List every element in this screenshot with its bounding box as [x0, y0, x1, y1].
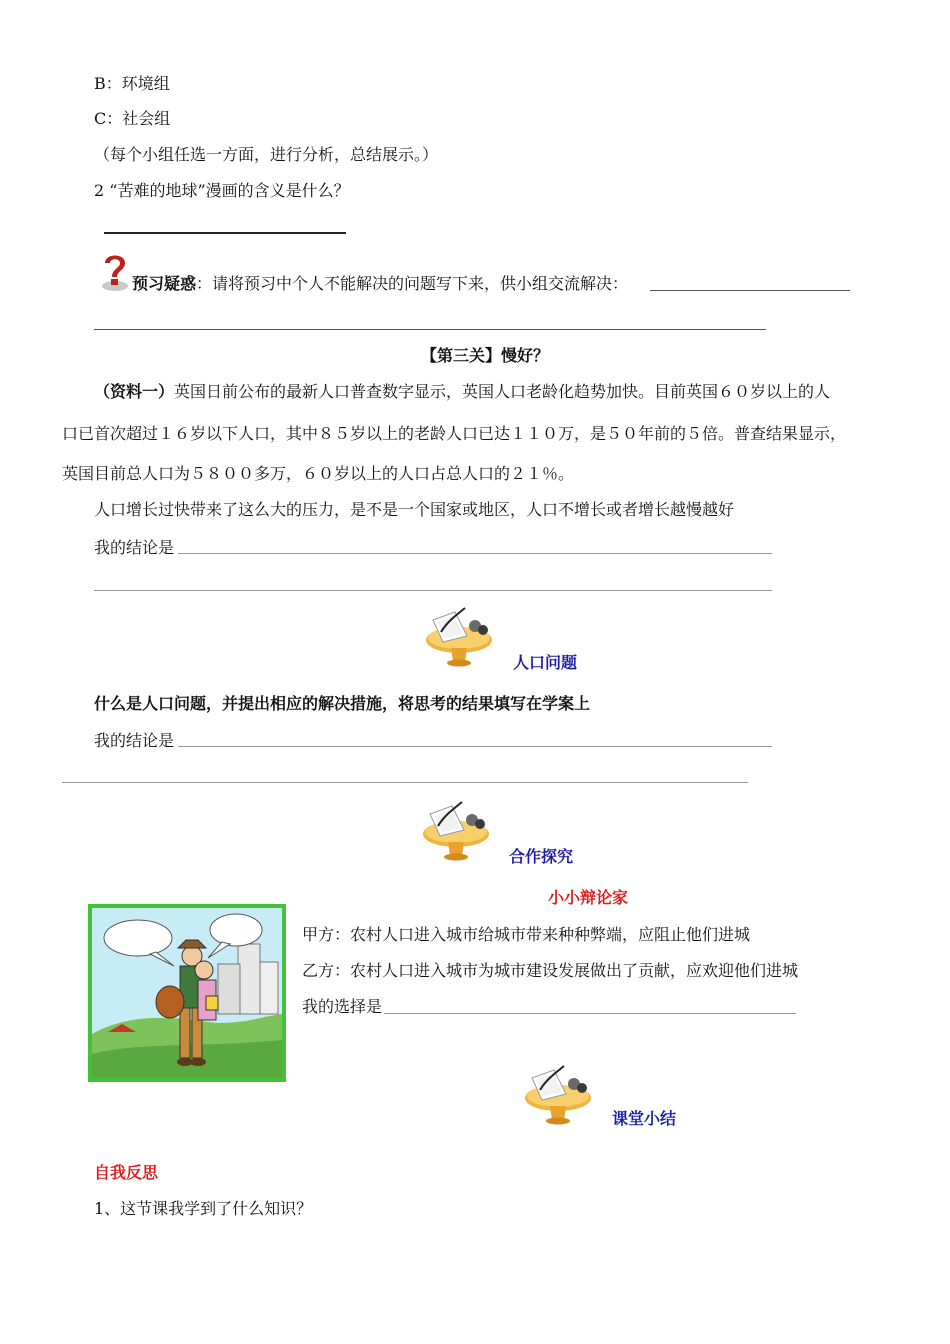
preview-answer-line-2[interactable] — [94, 329, 766, 330]
choice-line[interactable] — [384, 1013, 796, 1014]
debate-side-a: 甲方：农村人口进入城市给城市带来种种弊端，应阻止他们进城 — [302, 925, 751, 944]
debate-side-b: 乙方：农村人口进入城市为城市建设发展做出了贡献，应欢迎他们进城 — [302, 961, 799, 980]
conclusion-line-1b[interactable] — [94, 590, 772, 591]
question-2: 2 “苦难的地球”漫画的含义是什么？ — [94, 181, 350, 200]
population-heading: 人口问题 — [513, 653, 578, 672]
group-note: （每个小组任选一方面，进行分析，总结展示。） — [94, 145, 439, 164]
level-three-title: 【第三关】慢好？ — [421, 346, 550, 365]
answer-line-q2[interactable] — [104, 232, 346, 234]
group-b-line: B：环境组 — [94, 74, 170, 93]
preview-label: 预习疑惑 — [132, 274, 197, 293]
choice-label: 我的选择是 — [302, 997, 383, 1016]
reflection-q1: 1、这节课我学到了什么知识？ — [94, 1199, 313, 1218]
writing-desk-icon — [421, 602, 493, 668]
material-label: （资料一） — [94, 382, 175, 401]
material-line-2: 口已首次超过１６岁以下人口，其中８５岁以上的老龄人口已达１１０万，是５０年前的５倍。普查结果显示， — [62, 424, 847, 443]
preview-text: ：请将预习中个人不能解决的问题写下来，供小组交流解决： — [196, 274, 629, 293]
summary-heading: 课堂小结 — [612, 1109, 677, 1128]
reflection-title: 自我反思 — [94, 1163, 159, 1182]
cartoon-couple-city-image — [88, 904, 286, 1082]
preview-doubt — [132, 273, 628, 295]
conclusion-line-2[interactable] — [178, 746, 772, 747]
conclusion-line-2b[interactable] — [62, 782, 748, 783]
population-prompt: 什么是人口问题，并提出相应的解决措施，将思考的结果填写在学案上 — [94, 694, 591, 713]
material-line-1: （资料一）英国日前公布的最新人口普查数字显示，英国人口老龄化趋势加快。目前英国６０岁以上的人 — [94, 382, 831, 401]
cooperation-heading: 合作探究 — [509, 847, 574, 866]
writing-desk-icon — [520, 1060, 592, 1126]
conclusion-label-2: 我的结论是 — [94, 731, 175, 750]
level-three-question: 人口增长过快带来了这么大的压力，是不是一个国家或地区，人口不增长或者增长越慢越好 — [94, 500, 735, 519]
conclusion-label-1: 我的结论是 — [94, 538, 175, 557]
question-mark-icon — [100, 250, 130, 292]
group-c-line: C：社会组 — [94, 109, 171, 128]
writing-desk-icon — [418, 796, 490, 862]
material-line-3: 英国目前总人口为５８００多万，６０岁以上的人口占总人口的２１％。 — [62, 464, 575, 483]
debate-title: 小小辩论家 — [548, 888, 629, 907]
conclusion-line-1[interactable] — [178, 553, 772, 554]
preview-answer-line[interactable] — [650, 290, 850, 291]
